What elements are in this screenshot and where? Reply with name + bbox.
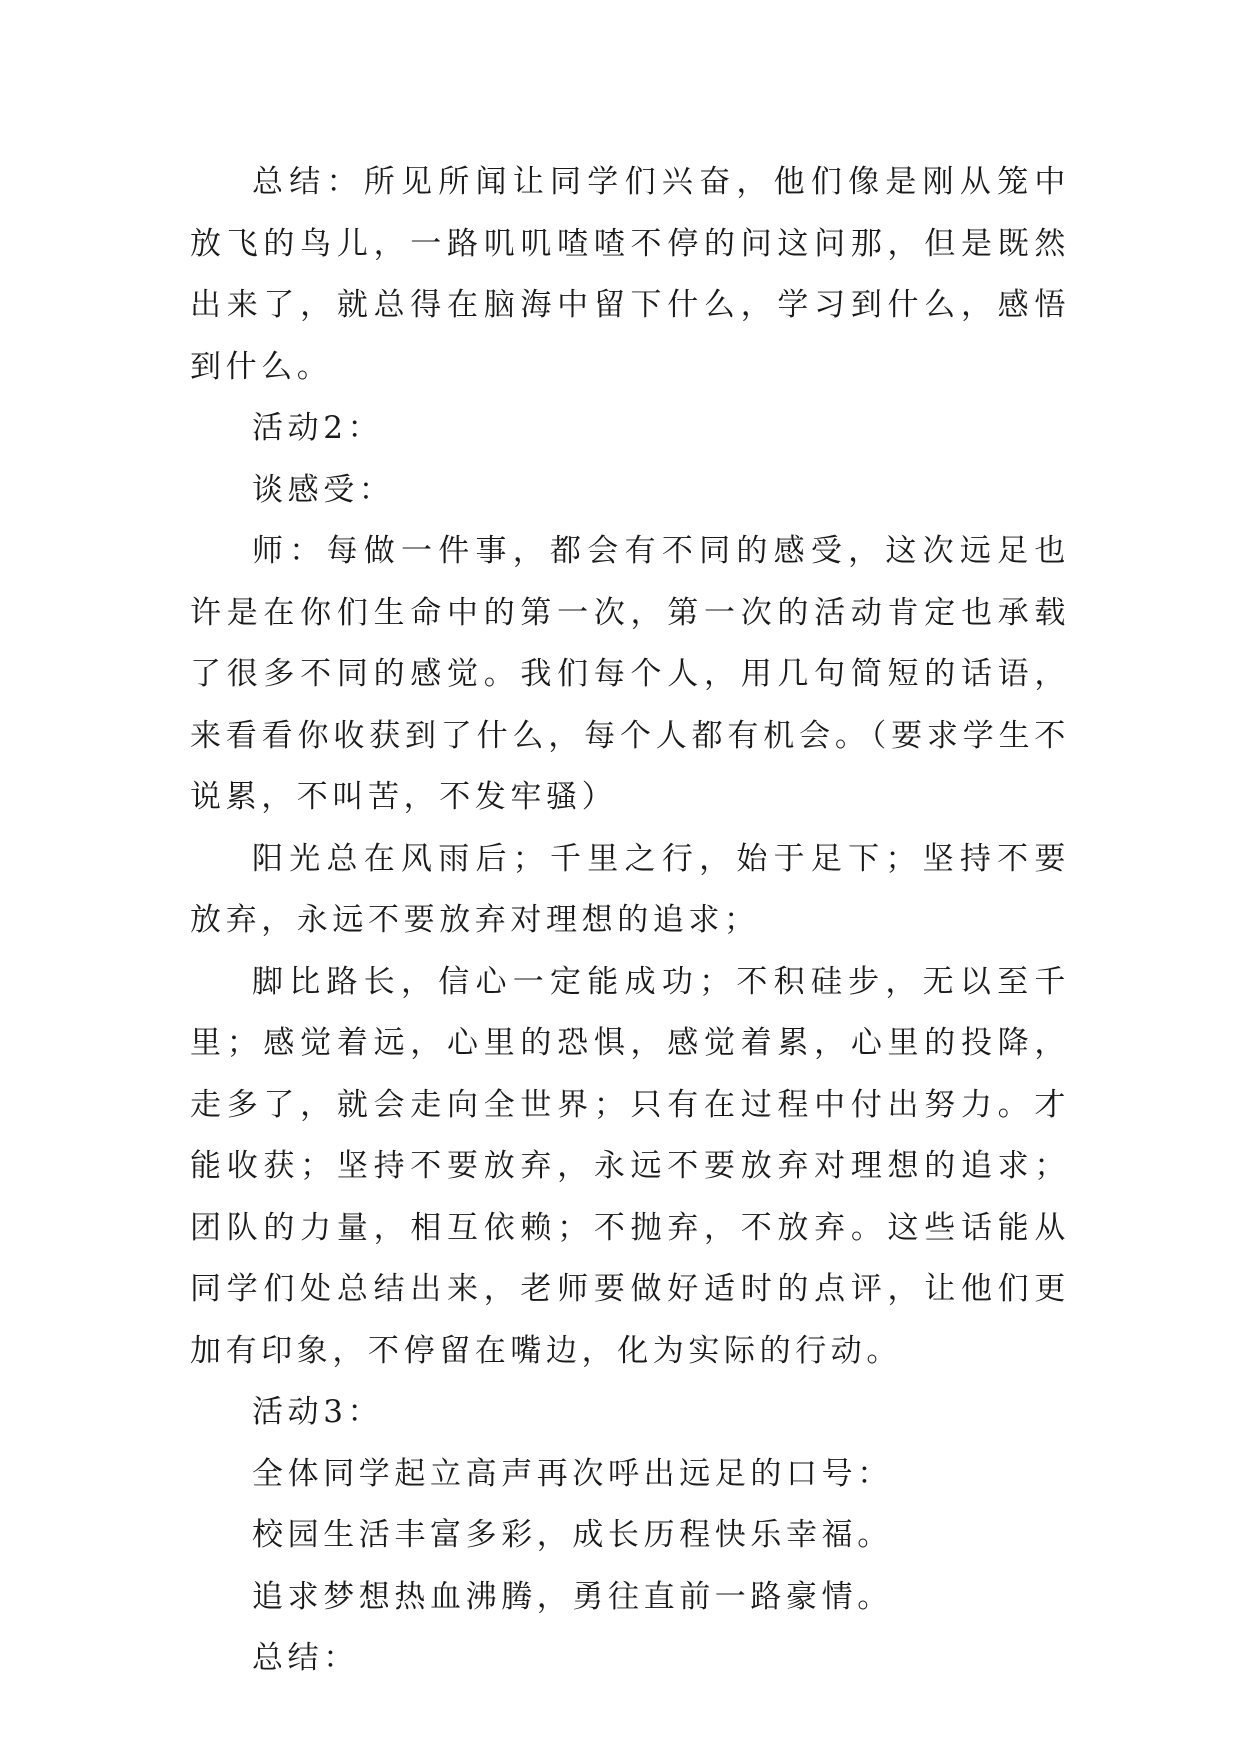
heading-activity-2: 活动2： (252, 410, 384, 446)
paragraph-summary-1: 总结：所见所闻让同学们兴奋，他们像是刚从笼中放飞的鸟儿，一路叽叽喳喳不停的问这问那，但是既然出来了，就总得在脑海中留下什么，学习到什么，感悟到什么。 (190, 164, 1070, 385)
slogan-line-1: 校园生活丰富多彩，成长历程快乐幸福。 (252, 1517, 893, 1553)
document-body (190, 152, 1070, 1690)
heading-activity-3: 活动3： (252, 1394, 384, 1430)
paragraph-sayings-2: 脚比路长，信心一定能成功；不积硅步，无以至千里；感觉着远，心里的恐惧，感觉着累，心里的投降，走多了，就会走向全世界；只有在过程中付出努力。才能收获；坚持不要放弃，永远不要放弃对理想的追求；团队的力量，相互依赖；不抛弃，不放弃。这些话能从同学们处总结出来，老师要做好适时的点评，让他们更加有印象，不停留在嘴边，化为实际的行动。 (190, 963, 1070, 1369)
paragraph-sayings-1: 阳光总在风雨后；千里之行，始于足下；坚持不要放弃，永远不要放弃对理想的追求； (190, 840, 1070, 938)
paragraph-slogan-intro: 全体同学起立高声再次呼出远足的口号： (252, 1455, 893, 1492)
heading-talk-feelings: 谈感受： (252, 471, 395, 508)
heading-summary-2: 总结： (252, 1640, 359, 1676)
slogan-line-2: 追求梦想热血沸腾，勇往直前一路豪情。 (252, 1578, 893, 1615)
paragraph-teacher: 师：每做一件事，都会有不同的感受，这次远足也许是在你们生命中的第一次，第一次的活动肯定也承载了很多不同的感觉。我们每个人，用几句简短的话语，来看看你收获到了什么，每个人都有机会。（要求学生不说累，不叫苦，不发牢骚） (190, 533, 1070, 815)
